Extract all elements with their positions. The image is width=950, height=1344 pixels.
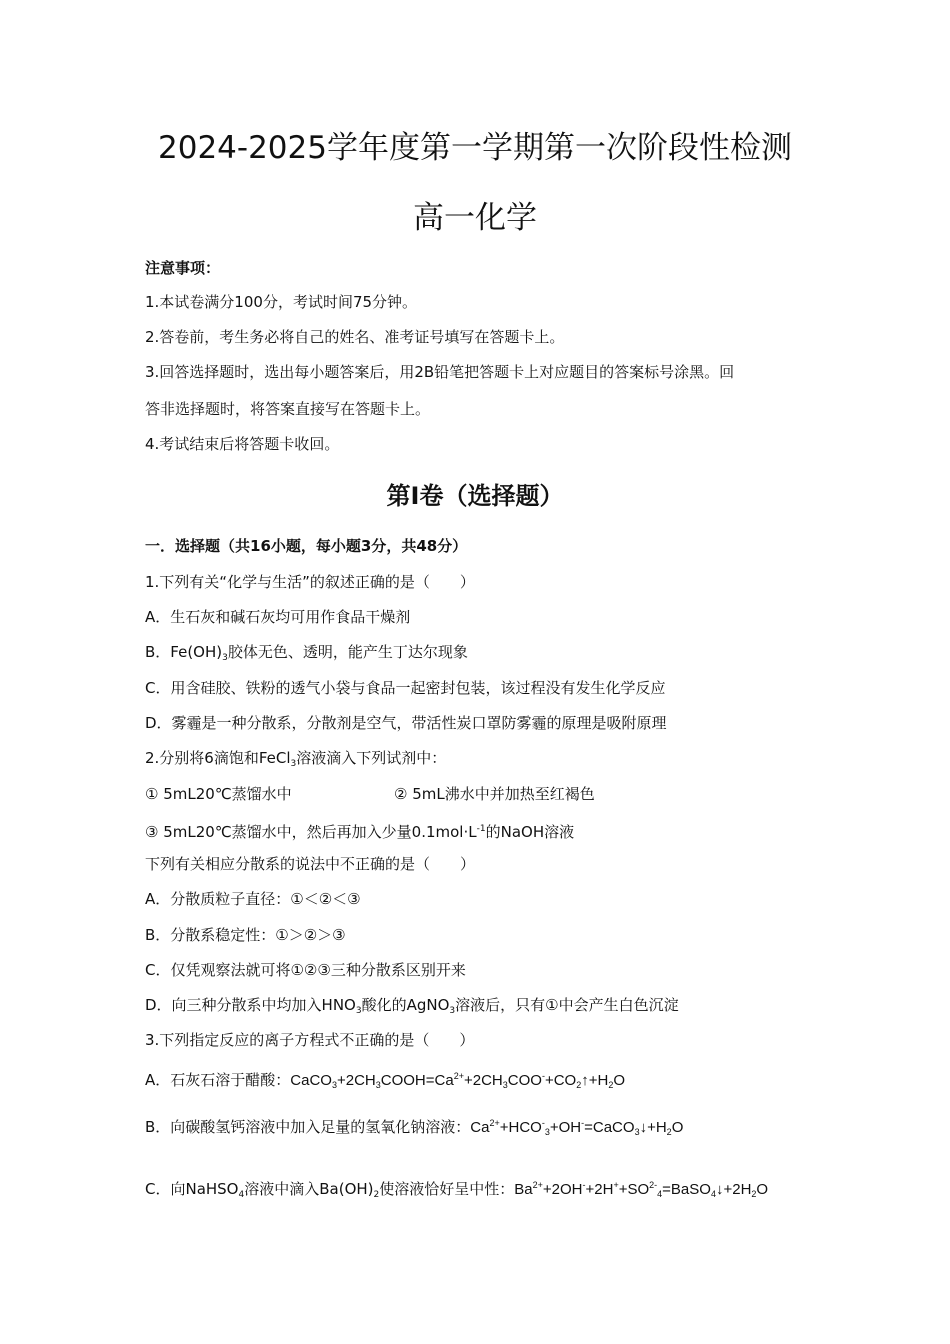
notes-heading: 注意事项：	[145, 259, 221, 277]
ionic-equation	[290, 1072, 625, 1089]
text: C．向NaHSO	[145, 1180, 239, 1198]
text: 2.分别将6滴饱和FeCl	[145, 749, 291, 767]
text: B．Fe(OH)	[145, 643, 223, 661]
superscript: 2+	[489, 1118, 500, 1128]
subscript: 2	[751, 1189, 757, 1199]
q2-option-d	[145, 995, 679, 1021]
equation-text: ↓+2H	[715, 1181, 752, 1198]
text: 的NaOH溶液	[485, 823, 575, 841]
text: 溶液滴入下列试剂中：	[296, 749, 447, 767]
q2-reagent-3	[145, 819, 574, 842]
equation-text: +CO	[544, 1072, 577, 1089]
equation-text: +2CH	[463, 1072, 503, 1089]
q3-option-b	[145, 1113, 683, 1142]
superscript: -	[581, 1118, 585, 1128]
q2-option-c: C．仅凭观察法就可将①②③三种分散系区别开来	[145, 961, 466, 979]
q2-stem	[145, 748, 446, 774]
equation-text: +2H	[585, 1181, 614, 1198]
superscript: -	[582, 1180, 586, 1190]
q2-option-b: B．分散系稳定性：①＞②＞③	[145, 926, 346, 944]
q2-question: 下列有关相应分散系的说法中不正确的是（ ）	[145, 855, 476, 873]
text: D．向三种分散系中均加入HNO	[145, 996, 356, 1014]
part-title: 一．选择题（共16小题，每小题3分，共48分）	[145, 537, 468, 555]
exam-title: 2024-2025学年度第一学期第一次阶段性检测	[158, 130, 792, 166]
text: 溶液后，只有①中会产生白色沉淀	[455, 996, 679, 1014]
equation-text: +OH	[549, 1119, 582, 1136]
equation-text: =CaCO	[584, 1119, 635, 1136]
q1-stem: 1.下列有关“化学与生活”的叙述正确的是（ ）	[145, 573, 475, 591]
subscript: 3	[449, 1006, 456, 1016]
subscript: 4	[238, 1190, 245, 1200]
text: 胶体无色、透明，能产生丁达尔现象	[227, 643, 468, 661]
equation-text: +HCO	[499, 1119, 542, 1136]
subscript: 3	[544, 1127, 550, 1137]
equation-text: Ca	[470, 1119, 490, 1136]
superscript: -	[541, 1071, 545, 1081]
equation-text: CaCO	[290, 1072, 332, 1089]
subscript: 3	[634, 1127, 640, 1137]
subscript: 3	[290, 759, 297, 769]
note-item: 4.考试结束后将答题卡收回。	[145, 435, 340, 453]
note-item: 3.回答选择题时，选出每小题答案后，用2B铅笔把答题卡上对应题目的答案标号涂黑。回	[145, 363, 735, 381]
q3-stem: 3.下列指定反应的离子方程式不正确的是（ ）	[145, 1031, 475, 1049]
q1-option-d: D．雾霾是一种分散系，分散剂是空气，带活性炭口罩防雾霾的原理是吸附原理	[145, 714, 667, 732]
equation-text: Ba	[514, 1181, 533, 1198]
subscript: 4	[657, 1189, 663, 1199]
text: A．石灰石溶于醋酸：	[145, 1071, 291, 1089]
equation-text: +SO	[618, 1181, 650, 1198]
subscript: 2	[666, 1127, 672, 1137]
subscript: 3	[222, 653, 228, 663]
q2-reagent-2: ② 5mL沸水中并加热至红褐色	[394, 785, 595, 803]
subscript: 3	[355, 1006, 362, 1016]
q3-option-a	[145, 1066, 625, 1095]
text: B．向碳酸氢钙溶液中加入足量的氢氧化钠溶液：	[145, 1118, 471, 1136]
ionic-equation	[470, 1119, 683, 1136]
subscript: 3	[375, 1080, 381, 1090]
note-item: 2.答卷前，考生务必将自己的姓名、准考证号填写在答题卡上。	[145, 328, 565, 346]
q1-option-b	[145, 642, 468, 668]
superscript: -	[541, 1118, 545, 1128]
q2-reagent-1: ① 5mL20℃蒸馏水中	[145, 785, 292, 803]
q1-option-c: C．用含硅胶、铁粉的透气小袋与食品一起密封包装，该过程没有发生化学反应	[145, 679, 666, 697]
subscript: 4	[710, 1189, 716, 1199]
text: 使溶液恰好呈中性：	[379, 1180, 515, 1198]
superscript: 2-	[649, 1180, 658, 1190]
equation-text: +2CH	[336, 1072, 376, 1089]
section-title: 第Ⅰ卷（选择题）	[386, 482, 564, 510]
exam-subject: 高一化学	[413, 200, 537, 236]
subscript: 2	[576, 1080, 582, 1090]
subscript: 3	[502, 1080, 508, 1090]
note-item: 1.本试卷满分100分，考试时间75分钟。	[145, 293, 418, 311]
equation-text: +2OH	[542, 1181, 583, 1198]
equation-text: COOH=Ca	[380, 1072, 454, 1089]
subscript: 3	[331, 1080, 337, 1090]
ionic-equation	[514, 1181, 768, 1198]
subscript: 2	[608, 1080, 614, 1090]
equation-text: ↑+H	[581, 1072, 609, 1089]
equation-text: O	[613, 1072, 625, 1089]
q1-option-a: A．生石灰和碱石灰均可用作食品干燥剂	[145, 608, 411, 626]
subscript: 2	[373, 1190, 380, 1200]
equation-text: O	[671, 1119, 684, 1136]
text: 溶液中滴入Ba(OH)	[244, 1180, 374, 1198]
equation-text: O	[756, 1181, 769, 1198]
q3-option-c	[145, 1175, 768, 1205]
superscript: 2+	[532, 1180, 543, 1190]
equation-text: ↓+H	[639, 1119, 667, 1136]
q2-option-a: A．分散质粒子直径：①＜②＜③	[145, 890, 361, 908]
equation-text: COO	[507, 1072, 542, 1089]
superscript: 2+	[453, 1071, 464, 1081]
text: 酸化的AgNO	[361, 996, 450, 1014]
superscript: +	[613, 1180, 619, 1190]
note-item: 答非选择题时，将答案直接写在答题卡上。	[145, 400, 431, 418]
equation-text: =BaSO	[662, 1181, 711, 1198]
text: ③ 5mL20℃蒸馏水中，然后再加入少量0.1mol·L	[145, 823, 477, 841]
superscript: -1	[476, 824, 486, 834]
